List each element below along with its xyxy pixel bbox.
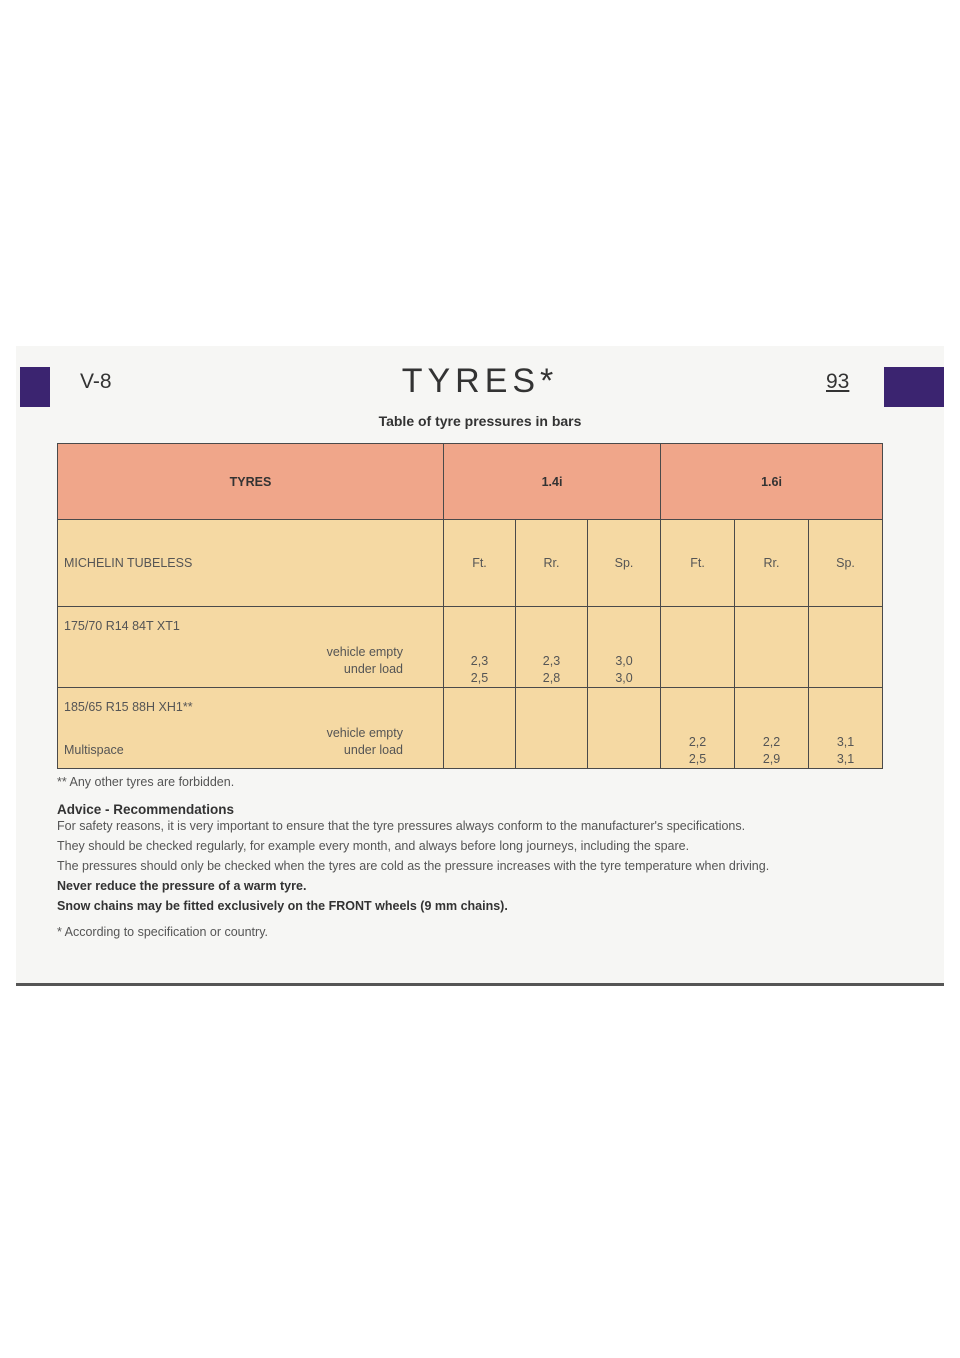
position-header: Ft. bbox=[444, 520, 516, 607]
pressure-cell: 2,3 2,8 bbox=[516, 607, 588, 688]
position-header-row bbox=[58, 520, 883, 607]
tyre-size: 175/70 R14 84T XT1 bbox=[64, 619, 180, 633]
page-bottom-rule bbox=[16, 983, 944, 986]
pressure-cell: 2,2 2,5 bbox=[661, 688, 735, 769]
warning-snow-chains: Snow chains may be fitted exclusively on the FRONT wheels (9 mm chains). bbox=[57, 899, 508, 913]
position-header: Sp. bbox=[809, 520, 883, 607]
advice-heading: Advice - Recommendations bbox=[57, 802, 235, 817]
pressure-cell bbox=[516, 688, 588, 769]
position-header: Ft. bbox=[661, 520, 735, 607]
pressure-cell: 2,3 2,5 bbox=[444, 607, 516, 688]
condition-load: under load bbox=[343, 743, 403, 757]
table-row bbox=[58, 607, 883, 688]
tyre-description bbox=[58, 607, 444, 688]
tyre-brand-label: MICHELIN TUBELESS bbox=[58, 520, 444, 607]
pressure-cell bbox=[809, 607, 883, 688]
tyre-note: Multispace bbox=[64, 743, 124, 757]
position-header: Rr. bbox=[516, 520, 588, 607]
pressure-cell: 3,1 3,1 bbox=[809, 688, 883, 769]
engine-header-1-4i: 1.4i bbox=[444, 444, 661, 520]
table-header-row bbox=[58, 444, 883, 520]
table-row bbox=[58, 688, 883, 769]
engine-header-1-6i: 1.6i bbox=[661, 444, 883, 520]
condition-load: under load bbox=[343, 662, 403, 676]
advice-paragraph: For safety reasons, it is very important to ensure that the tyre pressures always conform to the manufacturer's specifications. bbox=[57, 819, 746, 833]
tyre-description bbox=[58, 688, 444, 769]
tyre-restriction-note: ** Any other tyres are forbidden. bbox=[57, 775, 235, 789]
warning-warm-tyre: Never reduce the pressure of a warm tyre. bbox=[57, 879, 307, 893]
condition-empty: vehicle empty bbox=[326, 726, 403, 740]
page-title: TYRES* bbox=[401, 362, 559, 400]
pressure-cell: 2,2 2,9 bbox=[735, 688, 809, 769]
pressure-cell: 3,0 3,0 bbox=[588, 607, 661, 688]
pressure-cell bbox=[588, 688, 661, 769]
tyres-column-header: TYRES bbox=[58, 444, 444, 520]
position-header: Sp. bbox=[588, 520, 661, 607]
position-header: Rr. bbox=[735, 520, 809, 607]
specification-footnote: * According to specification or country. bbox=[57, 925, 268, 939]
tyre-size: 185/65 R15 88H XH1** bbox=[64, 700, 193, 714]
pressure-cell bbox=[444, 688, 516, 769]
condition-empty: vehicle empty bbox=[326, 645, 403, 659]
advice-paragraph: They should be checked regularly, for example every month, and always before long journeys, including the spare. bbox=[57, 839, 690, 853]
tyre-pressure-table bbox=[57, 443, 883, 769]
section-code: V-8 bbox=[80, 370, 112, 393]
pressure-cell bbox=[661, 607, 735, 688]
advice-paragraph: The pressures should only be checked when the tyres are cold as the pressure increases with the tyre temperature when driving. bbox=[57, 859, 770, 873]
table-caption: Table of tyre pressures in bars bbox=[378, 413, 582, 429]
notes-section bbox=[57, 775, 887, 945]
pressure-cell bbox=[735, 607, 809, 688]
page-number: 93 bbox=[826, 370, 850, 393]
